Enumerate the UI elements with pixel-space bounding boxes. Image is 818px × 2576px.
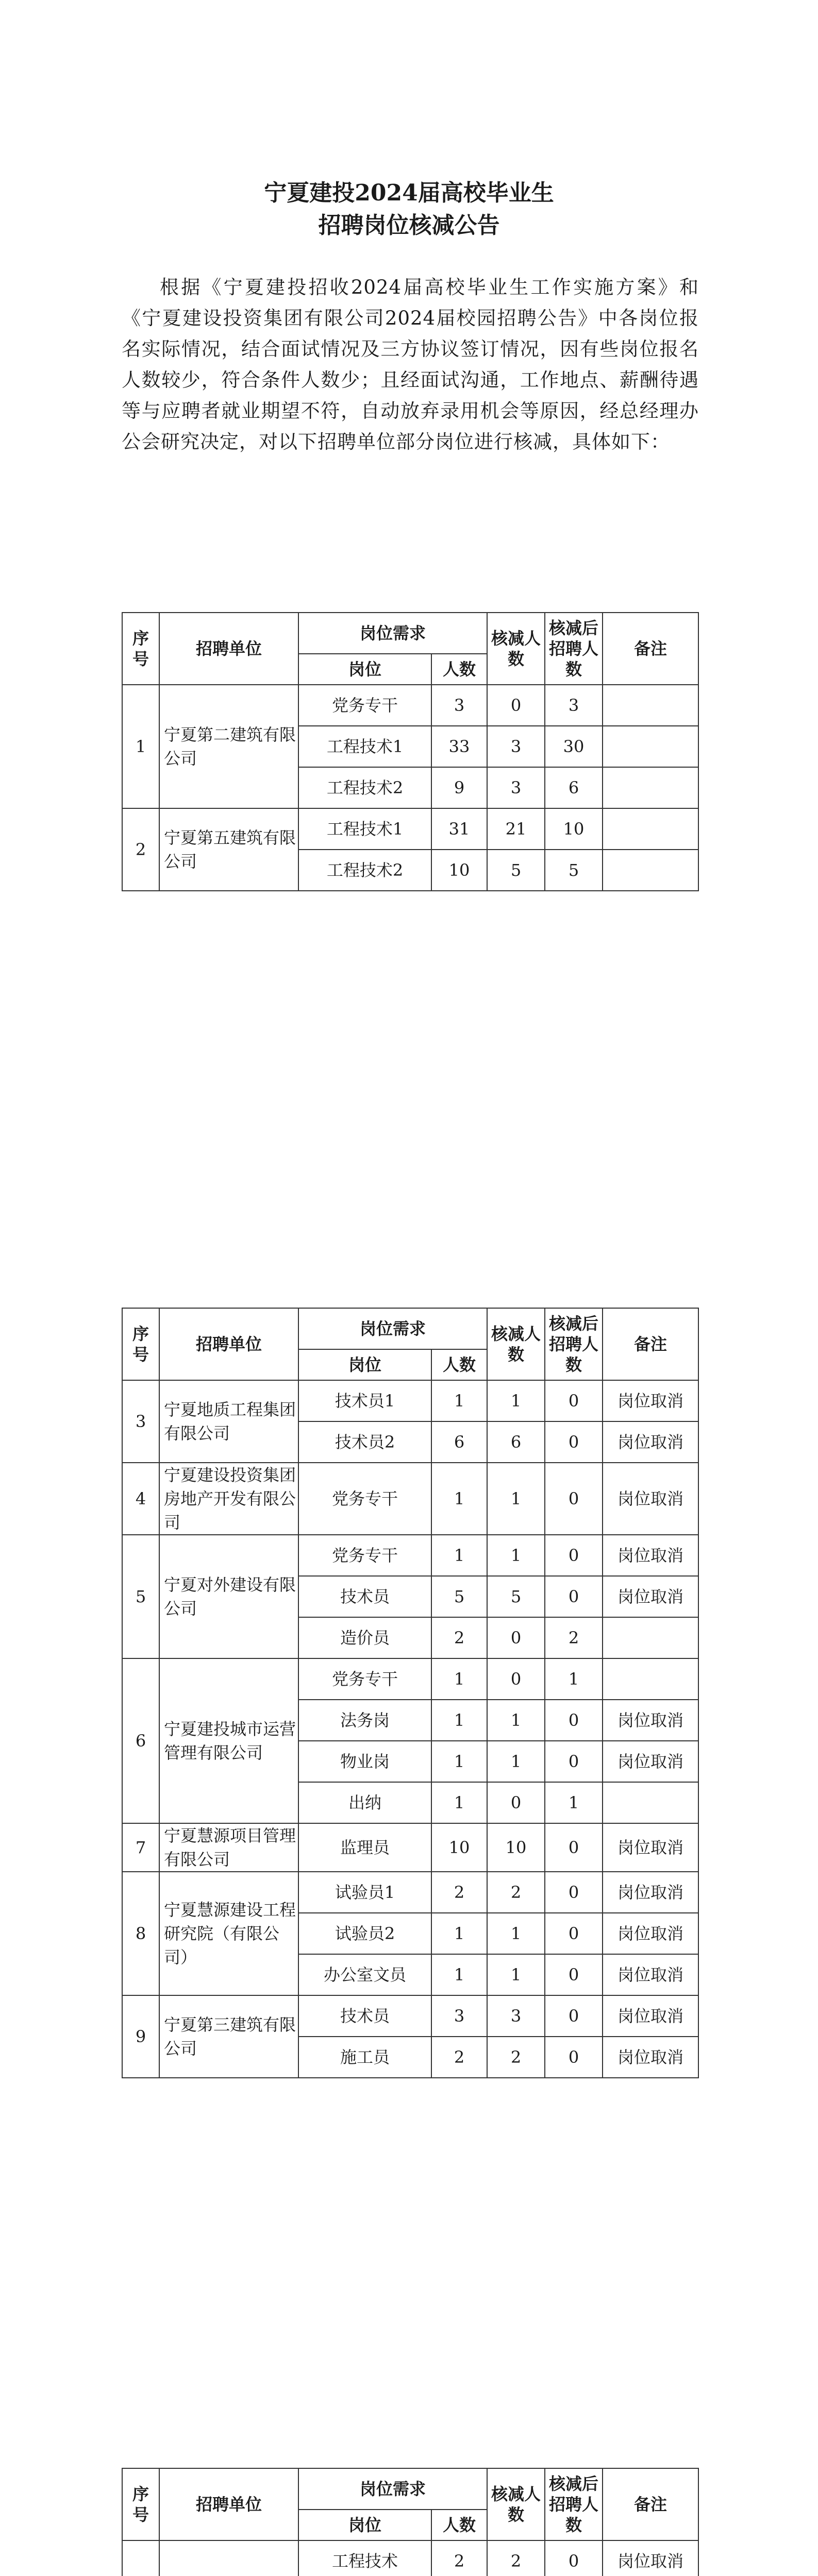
cut-cell: 0 (487, 685, 545, 726)
after-cell: 10 (545, 808, 603, 850)
table-row (122, 1535, 698, 1576)
remark-cell: 岗位取消 (603, 1380, 698, 1421)
post-cell: 试验员2 (298, 1913, 431, 1954)
post-cell: 技术员2 (298, 1421, 431, 1463)
post-cell: 技术员 (298, 1995, 431, 2037)
cut-cell: 6 (487, 1421, 545, 1463)
count-cell: 2 (431, 1872, 487, 1913)
remark-cell: 岗位取消 (603, 1463, 698, 1535)
header-demand: 岗位需求 (298, 2468, 487, 2510)
cut-cell: 0 (487, 1617, 545, 1658)
header-unit: 招聘单位 (159, 1308, 298, 1380)
after-cell: 2 (545, 1617, 603, 1658)
after-cell: 0 (545, 2540, 603, 2576)
after-cell: 6 (545, 767, 603, 808)
count-cell: 10 (431, 850, 487, 891)
count-cell: 1 (431, 1782, 487, 1823)
seq-cell: 8 (122, 1872, 159, 1995)
header-remark: 备注 (603, 2468, 698, 2540)
cut-cell: 1 (487, 1380, 545, 1421)
table-row (122, 808, 698, 850)
remark-cell: 岗位取消 (603, 1913, 698, 1954)
cut-cell: 1 (487, 1535, 545, 1576)
after-cell: 0 (545, 1535, 603, 1576)
remark-cell: 岗位取消 (603, 2037, 698, 2078)
remark-cell: 岗位取消 (603, 1954, 698, 1995)
remark-cell (603, 1658, 698, 1700)
count-cell: 2 (431, 1617, 487, 1658)
unit-cell: 宁夏第三建筑有限公司 (159, 1995, 298, 2078)
remark-cell: 岗位取消 (603, 1872, 698, 1913)
cut-cell: 1 (487, 1913, 545, 1954)
table-row (122, 685, 698, 726)
header-cut: 核减人数 (487, 1308, 545, 1380)
post-cell: 监理员 (298, 1823, 431, 1872)
cut-cell: 1 (487, 1463, 545, 1535)
post-cell: 工程技术1 (298, 726, 431, 767)
after-cell: 30 (545, 726, 603, 767)
count-cell: 33 (431, 726, 487, 767)
seq-cell: 4 (122, 1463, 159, 1535)
table-row (122, 1463, 698, 1535)
remark-cell (603, 726, 698, 767)
cut-cell: 0 (487, 1782, 545, 1823)
after-cell: 3 (545, 685, 603, 726)
header-seq: 序号 (122, 613, 159, 685)
cut-cell: 3 (487, 1995, 545, 2037)
after-cell: 0 (545, 1954, 603, 1995)
count-cell: 1 (431, 1535, 487, 1576)
header-post: 岗位 (298, 1349, 431, 1380)
cut-cell: 1 (487, 1954, 545, 1995)
cut-cell: 10 (487, 1823, 545, 1872)
remark-cell (603, 808, 698, 850)
after-cell: 0 (545, 1741, 603, 1782)
post-cell: 试验员1 (298, 1872, 431, 1913)
header-count: 人数 (431, 2510, 487, 2540)
unit-cell: 宁夏建投城市运营管理有限公司 (159, 1658, 298, 1823)
count-cell: 9 (431, 767, 487, 808)
intro-paragraph: 根据《宁夏建投招收2024届高校毕业生工作实施方案》和《宁夏建设投资集团有限公司2024届校园招聘公告》中各岗位报名实际情况，结合面试情况及三方协议签订情况，因有些岗位报名人数较少，符合条件人数少；且经面试沟通，工作地点、薪酬待遇等与应聘者就业期望不符，自动放弃录用机会等原因，经总经理办公会研究决定，对以下招聘单位部分岗位进行核减，具体如下： (122, 276, 699, 453)
header-count: 人数 (431, 654, 487, 685)
cut-cell: 1 (487, 1741, 545, 1782)
post-cell: 施工员 (298, 2037, 431, 2078)
header-remark: 备注 (603, 1308, 698, 1380)
header-cut: 核减人数 (487, 2468, 545, 2540)
remark-cell (603, 767, 698, 808)
after-cell: 0 (545, 1421, 603, 1463)
post-cell: 造价员 (298, 1617, 431, 1658)
post-cell: 技术员 (298, 1576, 431, 1617)
post-cell: 工程技术2 (298, 850, 431, 891)
header-remark: 备注 (603, 613, 698, 685)
unit-cell: 宁夏对外建设有限公司 (159, 1535, 298, 1658)
count-cell: 6 (431, 1421, 487, 1463)
count-cell: 31 (431, 808, 487, 850)
remark-cell: 岗位取消 (603, 1535, 698, 1576)
table-row (122, 1380, 698, 1421)
after-cell: 1 (545, 1658, 603, 1700)
cut-cell: 21 (487, 808, 545, 850)
table-row (122, 1823, 698, 1872)
count-cell: 2 (431, 2540, 487, 2576)
seq-cell: 2 (122, 808, 159, 891)
post-cell: 党务专干 (298, 1535, 431, 1576)
count-cell: 1 (431, 1741, 487, 1782)
after-cell: 0 (545, 1463, 603, 1535)
seq-cell: 7 (122, 1823, 159, 1872)
cut-cell: 3 (487, 726, 545, 767)
count-cell: 3 (431, 685, 487, 726)
count-cell: 5 (431, 1576, 487, 1617)
table-row (122, 1658, 698, 1700)
header-cut: 核减人数 (487, 613, 545, 685)
table-row (122, 2540, 698, 2576)
header-after: 核减后招聘人数 (545, 1308, 603, 1380)
post-cell: 党务专干 (298, 1658, 431, 1700)
header-unit: 招聘单位 (159, 613, 298, 685)
post-cell: 办公室文员 (298, 1954, 431, 1995)
remark-cell (603, 685, 698, 726)
after-cell: 0 (545, 1576, 603, 1617)
count-cell: 1 (431, 1700, 487, 1741)
header-unit: 招聘单位 (159, 2468, 298, 2540)
header-after: 核减后招聘人数 (545, 2468, 603, 2540)
after-cell: 0 (545, 1380, 603, 1421)
count-cell: 2 (431, 2037, 487, 2078)
post-cell: 法务岗 (298, 1700, 431, 1741)
cut-cell: 3 (487, 767, 545, 808)
after-cell: 0 (545, 2037, 603, 2078)
count-cell: 1 (431, 1913, 487, 1954)
count-cell: 10 (431, 1823, 487, 1872)
unit-cell: 宁夏慧源建设工程研究院（有限公司） (159, 1872, 298, 1995)
count-cell: 3 (431, 1995, 487, 2037)
count-cell: 1 (431, 1954, 487, 1995)
cut-cell: 2 (487, 1872, 545, 1913)
seq-cell: 3 (122, 1380, 159, 1463)
post-cell: 党务专干 (298, 685, 431, 726)
after-cell: 0 (545, 1913, 603, 1954)
remark-cell: 岗位取消 (603, 1995, 698, 2037)
remark-cell (603, 1782, 698, 1823)
after-cell: 0 (545, 1823, 603, 1872)
unit-cell: 宁夏第二建筑有限公司 (159, 685, 298, 808)
unit-cell: 宁夏地质工程集团有限公司 (159, 1380, 298, 1463)
header-after: 核减后招聘人数 (545, 613, 603, 685)
unit-cell: 宁夏慧源项目管理有限公司 (159, 1823, 298, 1872)
post-cell: 物业岗 (298, 1741, 431, 1782)
cut-cell: 2 (487, 2037, 545, 2078)
cut-cell: 1 (487, 1700, 545, 1741)
title-line-2: 招聘岗位核减公告 (318, 212, 500, 239)
remark-cell: 岗位取消 (603, 1700, 698, 1741)
remark-cell (603, 850, 698, 891)
reduction-table-3 (122, 2468, 699, 2576)
seq-cell: 1 (122, 685, 159, 808)
remark-cell: 岗位取消 (603, 2540, 698, 2576)
header-post: 岗位 (298, 654, 431, 685)
post-cell: 工程技术 (298, 2540, 431, 2576)
remark-cell: 岗位取消 (603, 1421, 698, 1463)
post-cell: 技术员1 (298, 1380, 431, 1421)
seq-cell: 9 (122, 1995, 159, 2078)
after-cell: 1 (545, 1782, 603, 1823)
post-cell: 工程技术1 (298, 808, 431, 850)
seq-cell (122, 2540, 159, 2576)
unit-cell: 宁夏建设投资集团房地产开发有限公司 (159, 1463, 298, 1535)
header-count: 人数 (431, 1349, 487, 1380)
count-cell: 1 (431, 1463, 487, 1535)
post-cell: 出纳 (298, 1782, 431, 1823)
after-cell: 5 (545, 850, 603, 891)
remark-cell: 岗位取消 (603, 1741, 698, 1782)
post-cell: 工程技术2 (298, 767, 431, 808)
header-seq: 序号 (122, 2468, 159, 2540)
count-cell: 1 (431, 1658, 487, 1700)
table-row (122, 1872, 698, 1913)
after-cell: 0 (545, 1995, 603, 2037)
cut-cell: 5 (487, 1576, 545, 1617)
cut-cell: 0 (487, 1658, 545, 1700)
remark-cell: 岗位取消 (603, 1576, 698, 1617)
seq-cell: 5 (122, 1535, 159, 1658)
header-seq: 序号 (122, 1308, 159, 1380)
remark-cell (603, 1617, 698, 1658)
reduction-table-2 (122, 1308, 699, 2078)
reduction-table-1 (122, 612, 699, 891)
title-line-1: 宁夏建投2024届高校毕业生 (264, 180, 554, 206)
header-post: 岗位 (298, 2510, 431, 2540)
table-row (122, 1995, 698, 2037)
after-cell: 0 (545, 1700, 603, 1741)
remark-cell: 岗位取消 (603, 1823, 698, 1872)
unit-cell (159, 2540, 298, 2576)
seq-cell: 6 (122, 1658, 159, 1823)
count-cell: 1 (431, 1380, 487, 1421)
cut-cell: 5 (487, 850, 545, 891)
post-cell: 党务专干 (298, 1463, 431, 1535)
after-cell: 0 (545, 1872, 603, 1913)
header-demand: 岗位需求 (298, 1308, 487, 1349)
unit-cell: 宁夏第五建筑有限公司 (159, 808, 298, 891)
header-demand: 岗位需求 (298, 613, 487, 654)
cut-cell: 2 (487, 2540, 545, 2576)
